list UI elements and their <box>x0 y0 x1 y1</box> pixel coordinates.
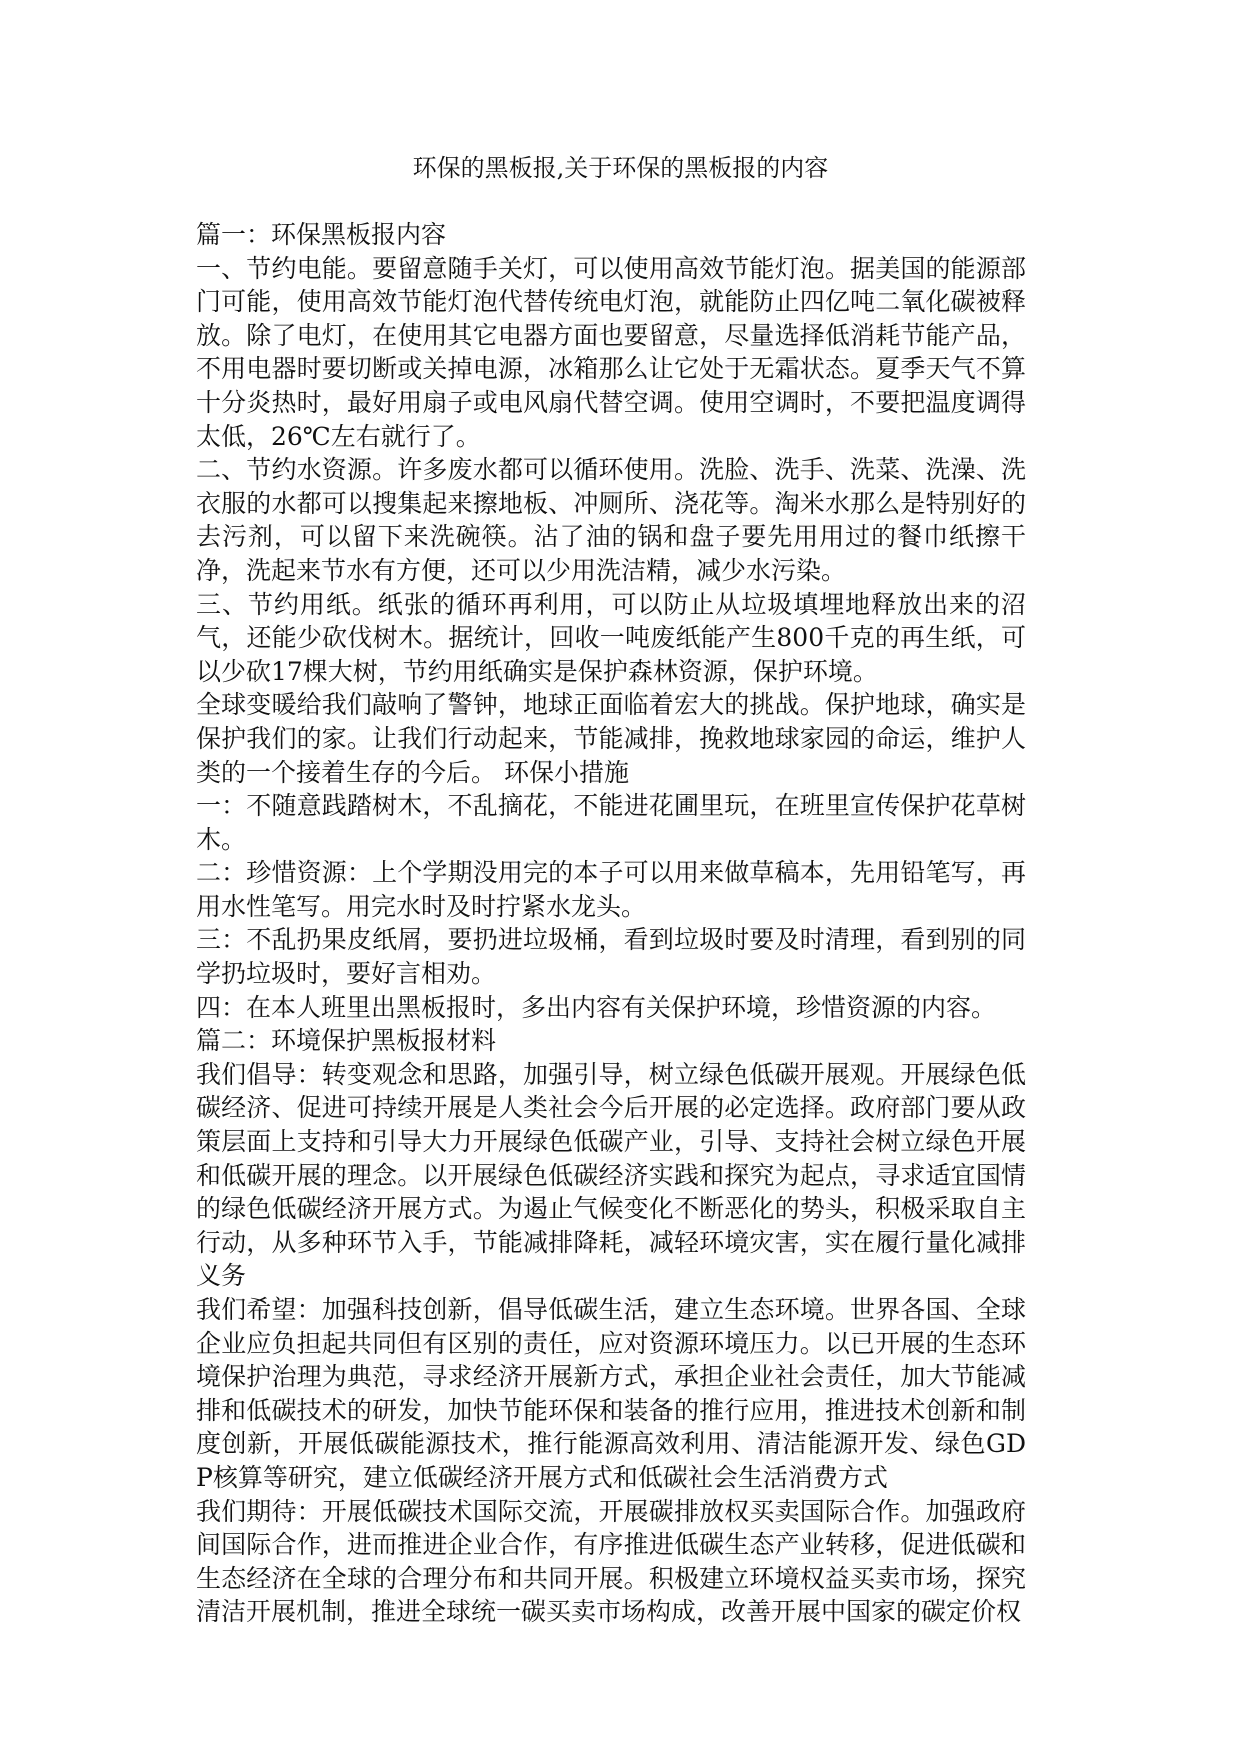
document-title: 环保的黑板报,关于环保的黑板报的内容 <box>412 154 829 182</box>
paragraph-save-water: 二、节约水资源。许多废水都可以循环使用。洗脸、洗手、洗菜、洗澡、洗衣服的水都可以搜集起来擦地板、冲厕所、浇花等。淘米水那么是特别好的去污剂，可以留下来洗碗筷。沾了油的锅和盘子要先用用过的餐巾纸擦干净，洗起来节水有方便，还可以少用洗洁精，减少水污染。 <box>196 455 1026 585</box>
paragraph-global-warming: 全球变暖给我们敲响了警钟，地球正面临着宏大的挑战。保护地球，确实是保护我们的家。让我们行动起来，节能减排，挽救地球家园的命运，维护人类的一个接着生存的今后。 环保小措施 <box>196 690 1026 787</box>
paragraph-save-paper: 三、节约用纸。纸张的循环再利用，可以防止从垃圾填埋地释放出来的沼气，还能少砍伐树木。据统计，回收一吨废纸能产生800千克的再生纸，可以少砍17棵大树，节约用纸确实是保护森林资源，保护环境。 <box>196 589 1026 686</box>
document-body <box>196 218 1026 1629</box>
paragraph-we-hope: 我们希望：加强科技创新，倡导低碳生活，建立生态环境。世界各国、全球企业应负担起共同但有区别的责任，应对资源环境压力。以已开展的生态环境保护治理为典范，寻求经济开展新方式，承担企业社会责任，加大节能减排和低碳技术的研发，加快节能环保和装备的推行应用，推进技术创新和制度创新，开展低碳能源技术，推行能源高效利用、清洁能源开发、绿色GDP核算等研究，建立低碳经济开展方式和低碳社会生活消费方式 <box>196 1295 1026 1492</box>
measure-item-3: 三：不乱扔果皮纸屑，要扔进垃圾桶，看到垃圾时要及时清理，看到别的同学扔垃圾时，要好言相劝。 <box>196 925 1026 989</box>
paragraph-we-advocate: 我们倡导：转变观念和思路，加强引导，树立绿色低碳开展观。开展绿色低碳经济、促进可持续开展是人类社会今后开展的必定选择。政府部门要从政策层面上支持和引导大力开展绿色低碳产业，引导、支持社会树立绿色开展和低碳开展的理念。以开展绿色低碳经济实践和探究为起点，寻求适宜国情的绿色低碳经济开展方式。为遏止气候变化不断恶化的势头，积极采取自主行动，从多种环节入手，节能减排降耗，减轻环境灾害，实在履行量化减排义务 <box>196 1059 1026 1291</box>
section-heading-2: 篇二：环境保护黑板报材料 <box>196 1026 497 1056</box>
section-heading-1: 篇一：环保黑板报内容 <box>196 220 447 249</box>
paragraph-save-electricity: 一、节约电能。要留意随手关灯，可以使用高效节能灯泡。据美国的能源部门可能，使用高效节能灯泡代替传统电灯泡，就能防止四亿吨二氧化碳被释放。除了电灯，在使用其它电器方面也要留意，尽量选择低消耗节能产品，不用电器时要切断或关掉电源，冰箱那么让它处于无霜状态。夏季天气不算十分炎热时，最好用扇子或电风扇代替空调。使用空调时，不要把温度调得太低，26℃左右就行了。 <box>196 253 1026 451</box>
measure-item-1: 一：不随意践踏树木，不乱摘花，不能进花圃里玩，在班里宣传保护花草树木。 <box>196 791 1026 854</box>
paragraph-we-expect: 我们期待：开展低碳技术国际交流，开展碳排放权买卖国际合作。加强政府间国际合作，进而推进企业合作，有序推进低碳生态产业转移，促进低碳和生态经济在全球的合理分布和共同开展。积极建立环境权益买卖市场，探究清洁开展机制，推进全球统一碳买卖市场构成，改善开展中国家的碳定价权 <box>196 1496 1026 1627</box>
measure-item-2: 二：珍惜资源：上个学期没用完的本子可以用来做草稿本，先用铅笔写，再用水性笔写。用完水时及时拧紧水龙头。 <box>196 858 1026 921</box>
measure-item-4: 四：在本人班里出黑板报时，多出内容有关保护环境，珍惜资源的内容。 <box>196 992 997 1022</box>
